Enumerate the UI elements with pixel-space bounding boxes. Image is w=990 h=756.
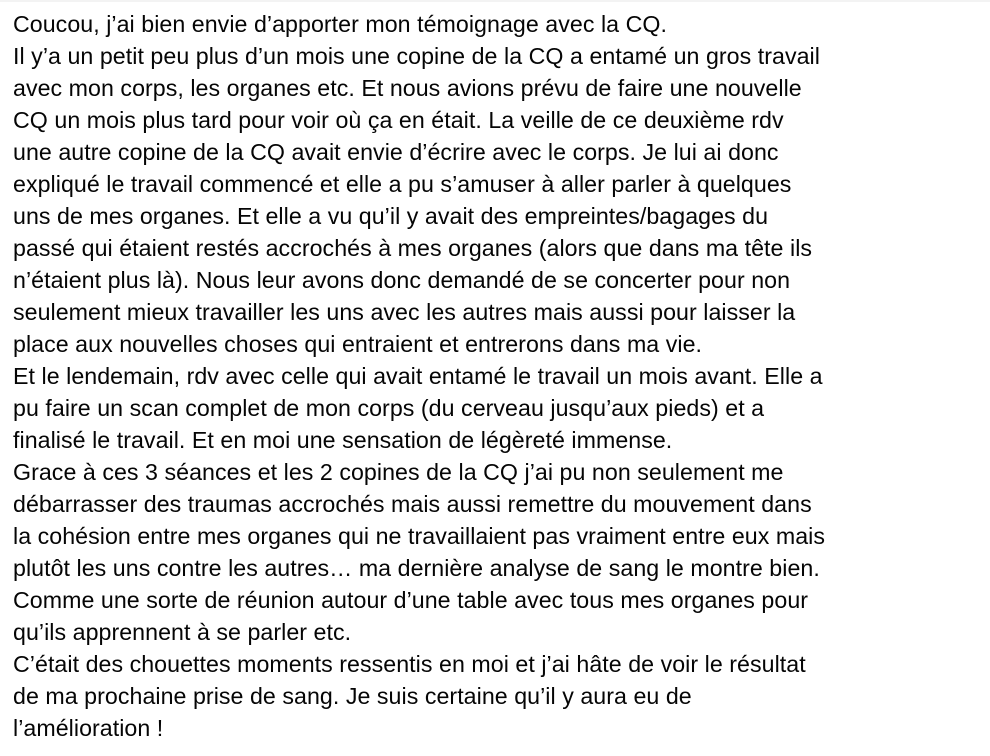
- post-line: débarrasser des traumas accrochés mais aussi remettre du mouvement dans: [13, 491, 812, 517]
- post-line: passé qui étaient restés accrochés à mes organes (alors que dans ma tête ils: [13, 235, 813, 261]
- post-line: plutôt les uns contre les autres… ma dernière analyse de sang le montre bien.: [13, 555, 820, 581]
- post-line: Coucou, j’ai bien envie d’apporter mon témoignage avec la CQ.: [13, 11, 667, 37]
- post-line: Comme une sorte de réunion autour d’une table avec tous mes organes pour: [13, 587, 809, 613]
- post-line: de ma prochaine prise de sang. Je suis certaine qu’il y aura eu de: [13, 683, 692, 709]
- post-line: C’était des chouettes moments ressentis en moi et j’ai hâte de voir le résultat: [13, 651, 806, 677]
- post-line: n’étaient plus là). Nous leur avons donc demandé de se concerter pour non: [13, 267, 791, 293]
- post-line: finalisé le travail. Et en moi une sensation de légèreté immense.: [13, 427, 673, 453]
- post-line: expliqué le travail commencé et elle a pu s’amuser à aller parler à quelques: [13, 171, 792, 197]
- post-line: pu faire un scan complet de mon corps (du cerveau jusqu’aux pieds) et a: [13, 395, 765, 421]
- post-line: seulement mieux travailler les uns avec les autres mais aussi pour laisser la: [13, 299, 796, 325]
- post-line: une autre copine de la CQ avait envie d’écrire avec le corps. Je lui ai donc: [13, 139, 779, 165]
- post-line: l’amélioration !: [13, 715, 164, 741]
- post-body: [13, 8, 985, 744]
- post-line: Grace à ces 3 séances et les 2 copines de la CQ j’ai pu non seulement me: [13, 459, 784, 485]
- post-line: la cohésion entre mes organes qui ne travaillaient pas vraiment entre eux mais: [13, 523, 826, 549]
- post-line: place aux nouvelles choses qui entraient et entrerons dans ma vie.: [13, 331, 703, 357]
- post-line: avec mon corps, les organes etc. Et nous avions prévu de faire une nouvelle: [13, 75, 802, 101]
- post-line: CQ un mois plus tard pour voir où ça en était. La veille de ce deuxième rdv: [13, 107, 784, 133]
- post-line: Et le lendemain, rdv avec celle qui avait entamé le travail un mois avant. Elle a: [13, 363, 823, 389]
- post-line: Il y’a un petit peu plus d’un mois une copine de la CQ a entamé un gros travail: [13, 43, 820, 69]
- post-line: qu’ils apprennent à se parler etc.: [13, 619, 352, 645]
- top-edge: [0, 0, 990, 2]
- post-line: uns de mes organes. Et elle a vu qu’il y avait des empreintes/bagages du: [13, 203, 769, 229]
